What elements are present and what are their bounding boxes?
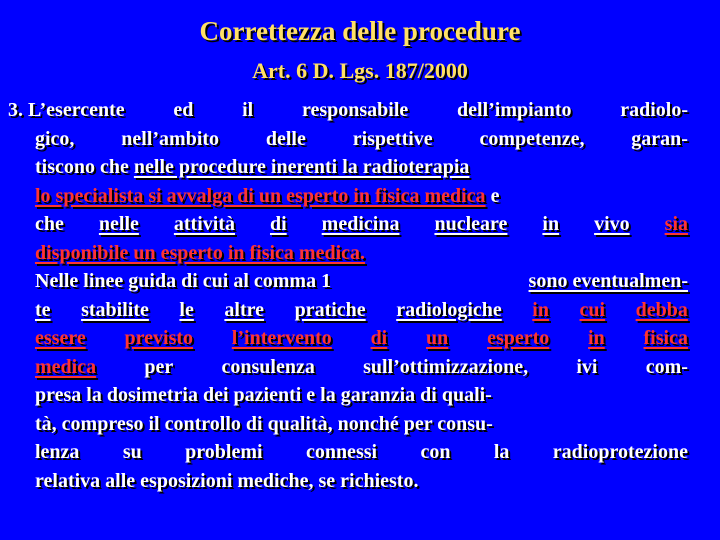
underlined-word: vivo (594, 213, 630, 235)
article-text (8, 96, 688, 495)
highlighted-word: fisica (643, 327, 688, 349)
highlighted-word: di (370, 327, 388, 349)
highlighted-word: in (532, 298, 549, 321)
underlined-word: te (35, 298, 51, 321)
highlighted-phrase: lo specialista si avvalga di un esperto in fisica medica (35, 184, 486, 207)
underlined-word: radiologiche (396, 298, 502, 321)
text-segment: gico, (35, 127, 75, 150)
text-line (8, 438, 688, 467)
text-segment: la (493, 441, 510, 463)
highlighted-word: un (426, 327, 449, 349)
highlighted-word: esperto (487, 327, 550, 349)
text-segment: radiolo- (620, 99, 688, 121)
text-segment: delle (265, 127, 306, 150)
text-line (8, 96, 688, 125)
text-line (8, 324, 688, 353)
highlighted-phrase: disponibile un esperto in fisica medica. (35, 241, 366, 264)
text-segment: competenze, (479, 127, 585, 150)
underlined-word: le (179, 298, 194, 321)
text-segment: rispettive (352, 127, 433, 150)
text-line (8, 125, 688, 154)
text-line (8, 467, 688, 496)
highlighted-word: cui (579, 298, 606, 321)
text-segment: e (490, 184, 500, 207)
text-segment: garan- (631, 127, 688, 150)
text-segment: responsabile (301, 99, 409, 121)
text-segment: ivi (576, 355, 598, 378)
underlined-word: nucleare (434, 213, 508, 235)
underlined-word: pratiche (294, 298, 366, 321)
text-segment: tiscono che (35, 156, 129, 178)
underlined-word: di (269, 213, 287, 235)
text-line (8, 381, 688, 410)
highlighted-word: l’intervento (231, 327, 332, 349)
text-line (8, 210, 688, 239)
highlighted-word: previsto (124, 327, 194, 349)
text-line (8, 410, 688, 439)
slide-title: Correttezza delle procedure (199, 16, 521, 46)
text-segment: con (420, 441, 451, 463)
highlighted-word: in (588, 327, 605, 349)
text-segment: su (122, 441, 142, 463)
text-line (8, 267, 688, 296)
text-segment: Nelle linee guida di cui al comma 1 (35, 270, 332, 292)
text-segment: radioprotezione (552, 441, 688, 463)
text-line (8, 239, 688, 268)
highlighted-word: sia (664, 213, 688, 235)
underlined-word: medicina (321, 213, 400, 235)
text-segment: il (242, 99, 254, 121)
highlighted-word: medica (35, 355, 97, 378)
text-segment: relativa alle esposizioni mediche, se richiesto. (35, 469, 419, 492)
text-line (8, 182, 688, 211)
underlined-word: attività (173, 213, 235, 235)
text-segment: problemi (185, 441, 263, 463)
text-segment: 3. L’esercente (8, 99, 125, 121)
underlined-word: nelle (98, 213, 139, 235)
slide-subtitle: Art. 6 D. Lgs. 187/2000 (252, 58, 468, 83)
text-line (8, 353, 688, 382)
text-segment: nell’ambito (121, 127, 220, 150)
text-segment: sull’ottimizzazione, (363, 355, 529, 378)
text-segment: dell’impianto (457, 99, 572, 121)
text-segment: per (144, 355, 174, 378)
underlined-word: stabilite (81, 298, 149, 321)
text-line (8, 153, 688, 182)
text-segment: che (35, 213, 64, 235)
text-segment: tà, compreso il controllo di qualità, nonché per consu- (35, 412, 493, 435)
text-segment: ed (173, 99, 194, 121)
underlined-phrase: nelle procedure inerenti la radioterapia (133, 156, 470, 178)
text-segment: consulenza (221, 355, 315, 378)
highlighted-word: essere (35, 327, 86, 349)
underlined-word: in (542, 213, 560, 235)
text-segment: presa la dosimetria dei pazienti e la garanzia di quali- (35, 384, 492, 406)
text-segment: connessi (305, 441, 378, 463)
text-segment: lenza (35, 441, 80, 463)
text-line (8, 296, 688, 325)
highlighted-word: debba (635, 298, 688, 321)
text-segment: com- (645, 355, 688, 378)
underlined-phrase: sono eventualmen- (528, 270, 688, 292)
underlined-word: altre (224, 298, 265, 321)
